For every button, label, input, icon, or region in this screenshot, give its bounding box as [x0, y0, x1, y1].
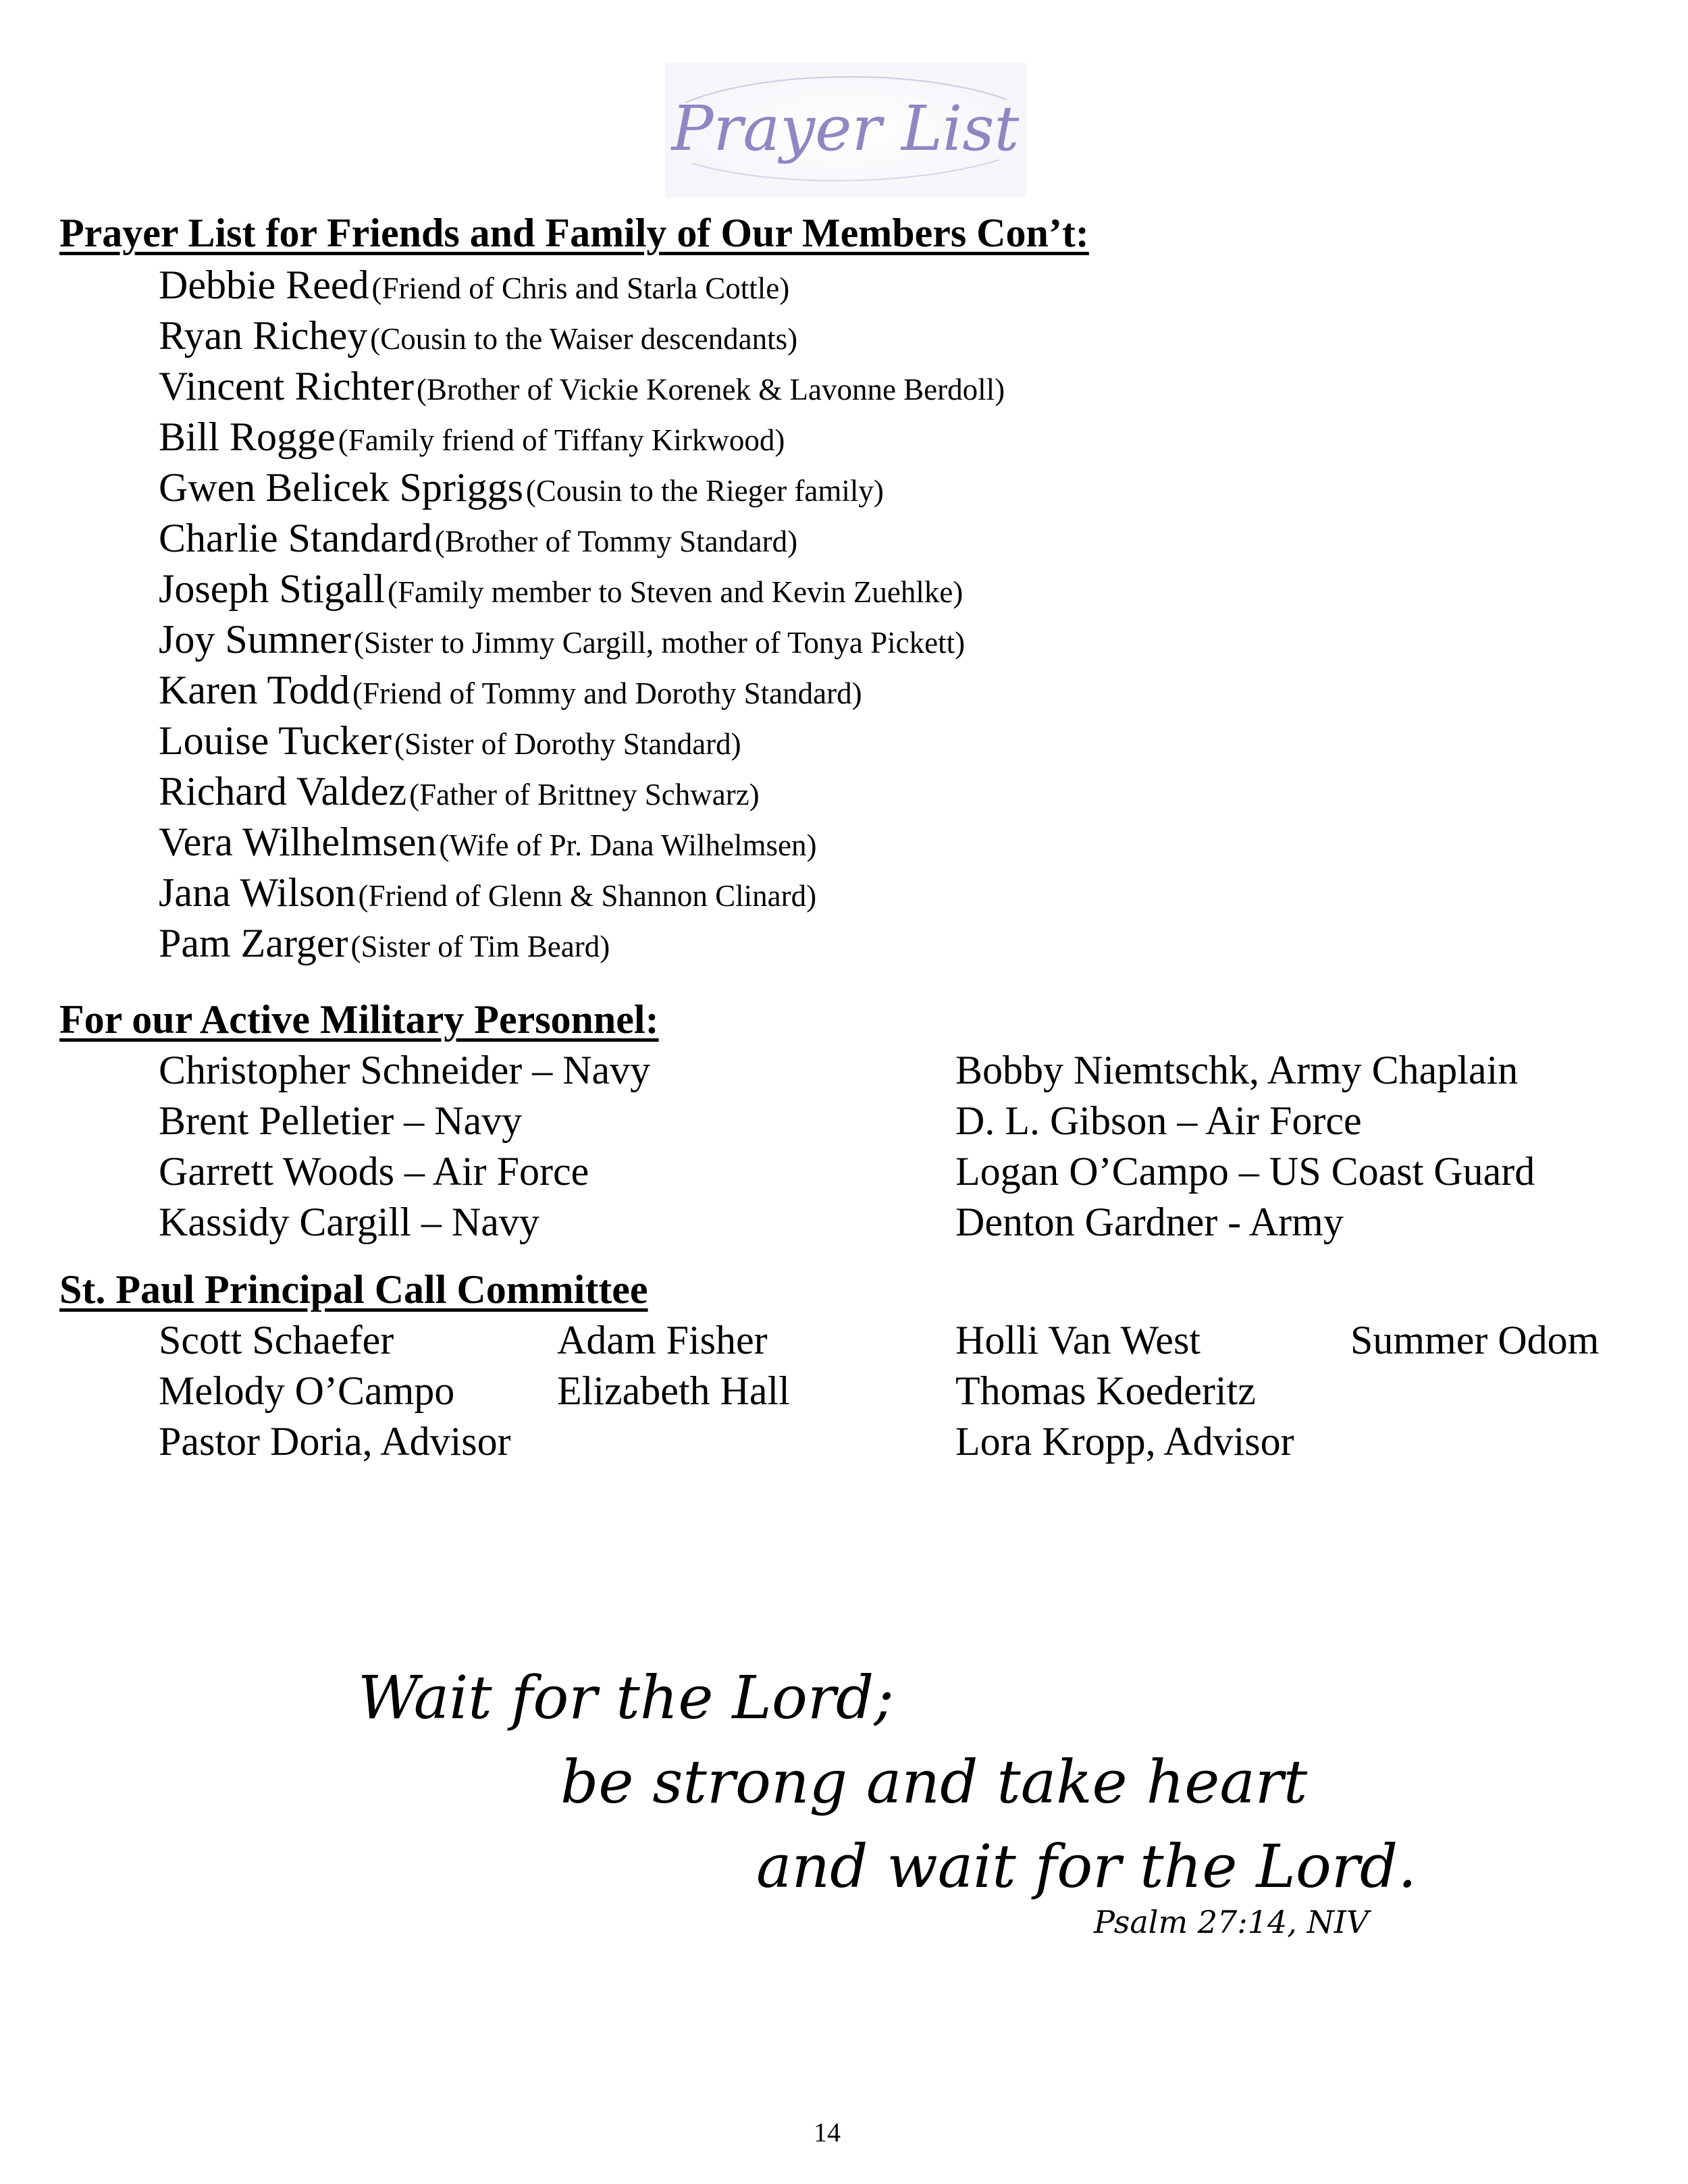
verse-line-2: be strong and take heart [560, 1747, 1308, 1817]
list-item: Garrett Woods – Air Force [159, 1149, 589, 1194]
person-name: Pam Zarger [159, 921, 348, 965]
person-name: Louise Tucker [159, 718, 392, 763]
committee-col-3 [955, 1315, 1294, 1467]
person-note: (Family member to Steven and Kevin Zuehlke) [388, 575, 964, 609]
committee-col-2 [557, 1315, 790, 1416]
list-item [159, 817, 1005, 868]
person-name: Vincent Richter [159, 364, 414, 408]
list-item: Logan O’Campo – US Coast Guard [955, 1149, 1535, 1194]
person-name: Debbie Reed [159, 263, 369, 307]
person-note: (Sister of Dorothy Standard) [394, 727, 741, 761]
verse-line-3: and wait for the Lord. [756, 1832, 1417, 1901]
prayer-list-logo [665, 62, 1026, 197]
list-item [159, 311, 1005, 361]
page-number: 14 [814, 2117, 841, 2148]
person-note: (Sister to Jimmy Cargill, mother of Tonya Pickett) [354, 626, 966, 660]
list-item: Brent Pelletier – Navy [159, 1098, 523, 1143]
person-name: Charlie Standard [159, 516, 432, 560]
person-note: (Wife of Pr. Dana Wilhelmsen) [439, 828, 817, 862]
committee-section-title: St. Paul Principal Call Committee [59, 1267, 648, 1312]
person-note: (Family friend of Tiffany Kirkwood) [338, 423, 785, 457]
list-item: Bobby Niemtschk, Army Chaplain [955, 1048, 1519, 1092]
list-item [159, 614, 1005, 665]
military-list-left [159, 1045, 650, 1248]
friends-list [159, 260, 1005, 969]
verse-line-1: Wait for the Lord; [358, 1663, 894, 1732]
person-note: (Brother of Tommy Standard) [434, 525, 798, 558]
list-item [159, 918, 1005, 969]
person-note: (Brother of Vickie Korenek & Lavonne Berdoll) [416, 373, 1005, 406]
committee-col-1 [159, 1315, 511, 1467]
friends-section-title: Prayer List for Friends and Family of Our Members Con’t: [59, 211, 1089, 255]
verse-citation: Psalm 27:14, NIV [1094, 1904, 1369, 1940]
committee-col-4 [1350, 1315, 1599, 1366]
list-item [159, 513, 1005, 564]
list-item [159, 665, 1005, 716]
list-item [159, 462, 1005, 513]
list-item: Thomas Koederitz [955, 1368, 1256, 1413]
list-item: Pastor Doria, Advisor [159, 1419, 511, 1464]
person-name: Joy Sumner [159, 617, 351, 662]
person-name: Gwen Belicek Spriggs [159, 465, 523, 510]
person-note: (Cousin to the Waiser descendants) [370, 322, 798, 356]
list-item [159, 260, 1005, 311]
person-note: (Friend of Chris and Starla Cottle) [371, 271, 790, 305]
list-item [159, 412, 1005, 462]
person-note: (Father of Brittney Schwarz) [409, 778, 760, 811]
person-name: Karen Todd [159, 668, 350, 712]
list-item: Scott Schaefer [159, 1318, 394, 1362]
person-note: (Sister of Tim Beard) [350, 930, 610, 963]
list-item: Denton Gardner - Army [955, 1200, 1344, 1244]
list-item: Melody O’Campo [159, 1368, 455, 1413]
list-item: Christopher Schneider – Navy [159, 1048, 651, 1092]
person-name: Ryan Richey [159, 313, 368, 358]
person-name: Richard Valdez [159, 769, 407, 814]
list-item: Summer Odom [1350, 1318, 1600, 1362]
person-note: (Friend of Glenn & Shannon Clinard) [358, 879, 817, 913]
list-item: D. L. Gibson – Air Force [955, 1098, 1362, 1143]
list-item: Lora Kropp, Advisor [955, 1419, 1294, 1464]
person-note: (Friend of Tommy and Dorothy Standard) [352, 676, 862, 710]
military-section-title: For our Active Military Personnel: [59, 997, 659, 1042]
list-item: Elizabeth Hall [557, 1368, 790, 1413]
person-name: Bill Rogge [159, 415, 336, 459]
list-item [159, 361, 1005, 412]
list-item [159, 868, 1005, 918]
list-item [159, 716, 1005, 766]
list-item: Holli Van West [955, 1318, 1201, 1362]
list-item [159, 766, 1005, 817]
person-name: Vera Wilhelmsen [159, 820, 437, 864]
list-item: Adam Fisher [557, 1318, 768, 1362]
person-name: Jana Wilson [159, 870, 356, 915]
logo-text: Prayer List [671, 92, 1020, 165]
military-list-right [955, 1045, 1535, 1248]
list-item: Kassidy Cargill – Navy [159, 1200, 539, 1244]
person-note: (Cousin to the Rieger family) [525, 474, 884, 508]
person-name: Joseph Stigall [159, 566, 386, 611]
list-item [159, 564, 1005, 614]
